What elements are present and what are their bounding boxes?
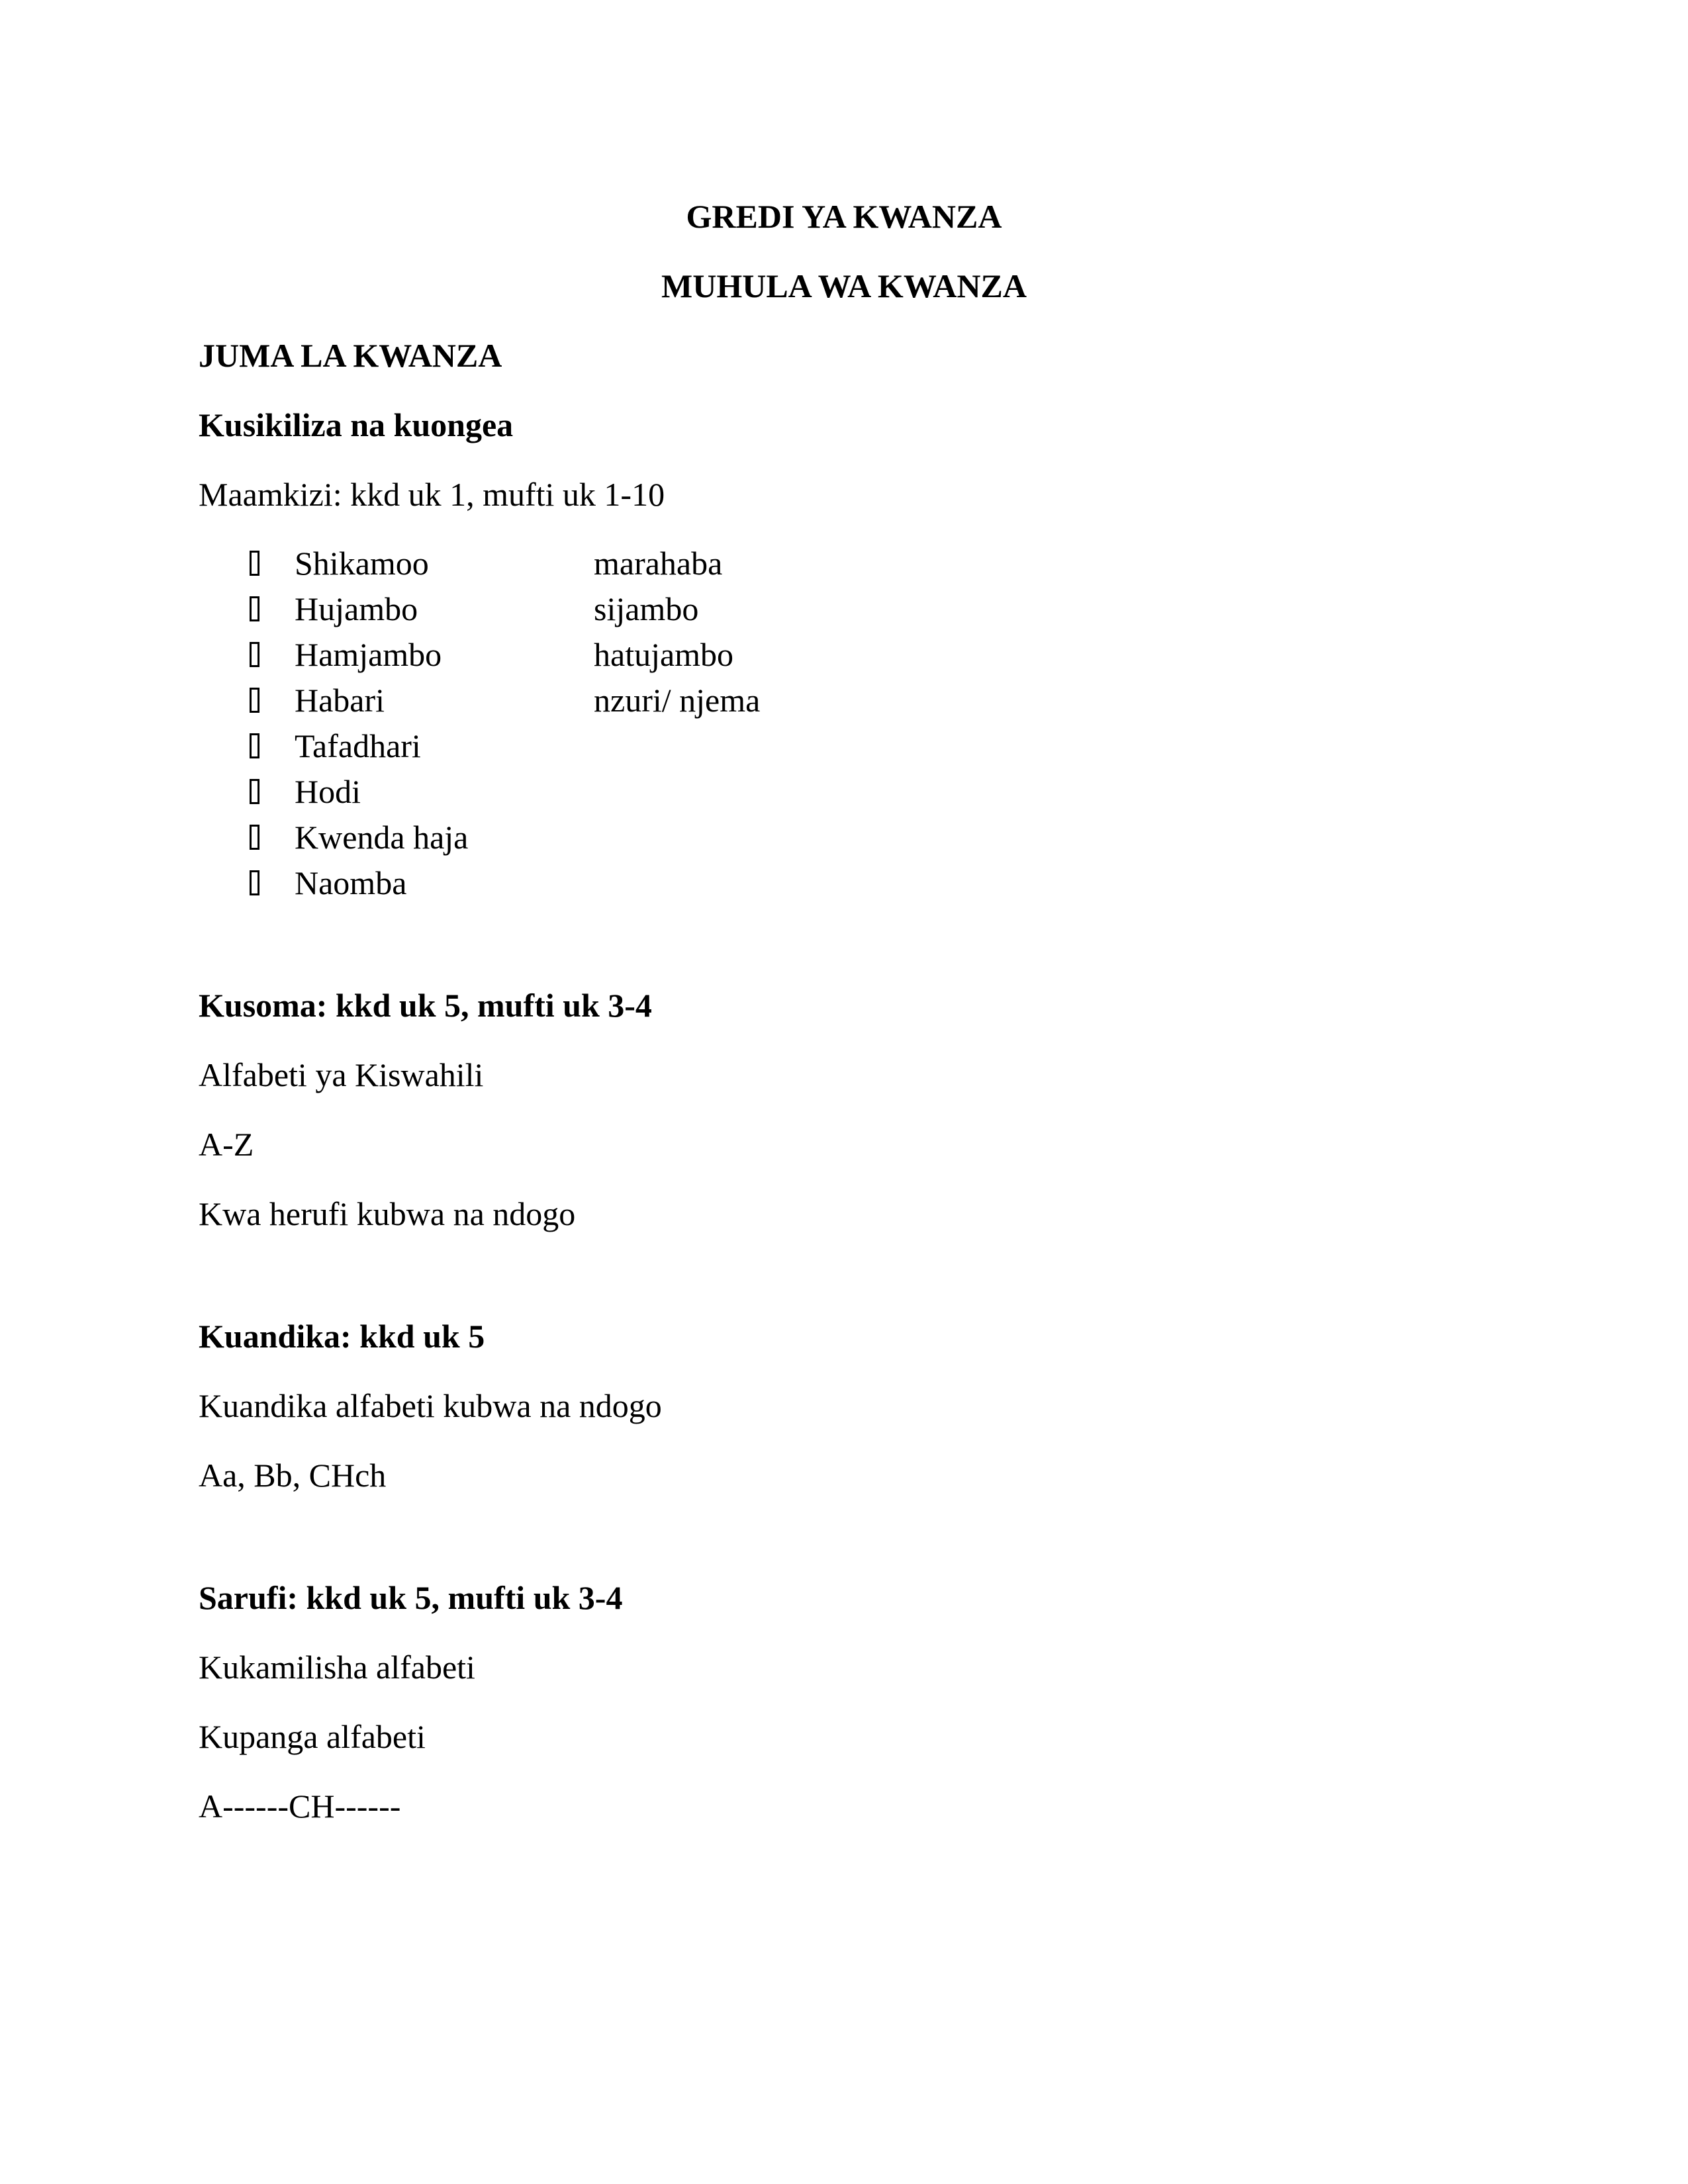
greeting-term: Hodi [295,773,361,810]
missing-glyph-bullet-icon [250,870,259,895]
kuandika-heading: Kuandika: kkd uk 5 [199,1318,485,1355]
kuandika-line: Aa, Bb, CHch [199,1457,387,1494]
greeting-term: Kwenda haja [295,819,469,856]
greeting-response: hatujambo [594,636,734,673]
greetings-list [199,541,1489,906]
greeting-term: Tafadhari [295,727,421,764]
greeting-row [199,723,1489,769]
kusoma-line: A-Z [199,1126,254,1163]
missing-glyph-bullet-icon [250,733,259,758]
kusikiliza-heading: Kusikiliza na kuongea [199,406,514,443]
greeting-term: Hamjambo [295,636,442,673]
missing-glyph-bullet-icon [250,596,259,621]
document-subtitle: MUHULA WA KWANZA [661,267,1027,304]
greeting-row [199,860,1489,906]
greeting-row [199,586,1489,632]
week-heading: JUMA LA KWANZA [199,337,502,374]
greeting-response: sijambo [594,590,699,627]
greeting-term: Hujambo [295,590,418,627]
sarufi-line: Kukamilisha alfabeti [199,1649,475,1686]
greeting-row [199,769,1489,815]
missing-glyph-bullet-icon [250,779,259,804]
sarufi-line: A------CH------ [199,1788,401,1825]
greeting-row [199,678,1489,723]
greeting-response: nzuri/ njema [594,682,761,719]
kuandika-line: Kuandika alfabeti kubwa na ndogo [199,1387,662,1424]
document-title: GREDI YA KWANZA [686,198,1002,235]
sarufi-heading: Sarufi: kkd uk 5, mufti uk 3-4 [199,1579,623,1616]
greeting-row [199,815,1489,860]
kusoma-line: Alfabeti ya Kiswahili [199,1056,484,1093]
greeting-response: marahaba [594,545,723,582]
kusoma-heading: Kusoma: kkd uk 5, mufti uk 3-4 [199,987,652,1024]
kusoma-line: Kwa herufi kubwa na ndogo [199,1195,576,1232]
kusoma-section [199,982,1489,1237]
sarufi-line: Kupanga alfabeti [199,1718,426,1755]
sarufi-section [199,1574,1489,1829]
greeting-term: Habari [295,682,385,719]
greeting-row [199,632,1489,678]
kuandika-section [199,1313,1489,1498]
kusikiliza-intro: Maamkizi: kkd uk 1, mufti uk 1-10 [199,476,665,513]
greeting-term: Shikamoo [295,545,429,582]
greeting-term: Naomba [295,864,407,901]
missing-glyph-bullet-icon [250,551,259,576]
missing-glyph-bullet-icon [250,825,259,850]
greeting-row [199,541,1489,586]
missing-glyph-bullet-icon [250,642,259,667]
missing-glyph-bullet-icon [250,688,259,713]
